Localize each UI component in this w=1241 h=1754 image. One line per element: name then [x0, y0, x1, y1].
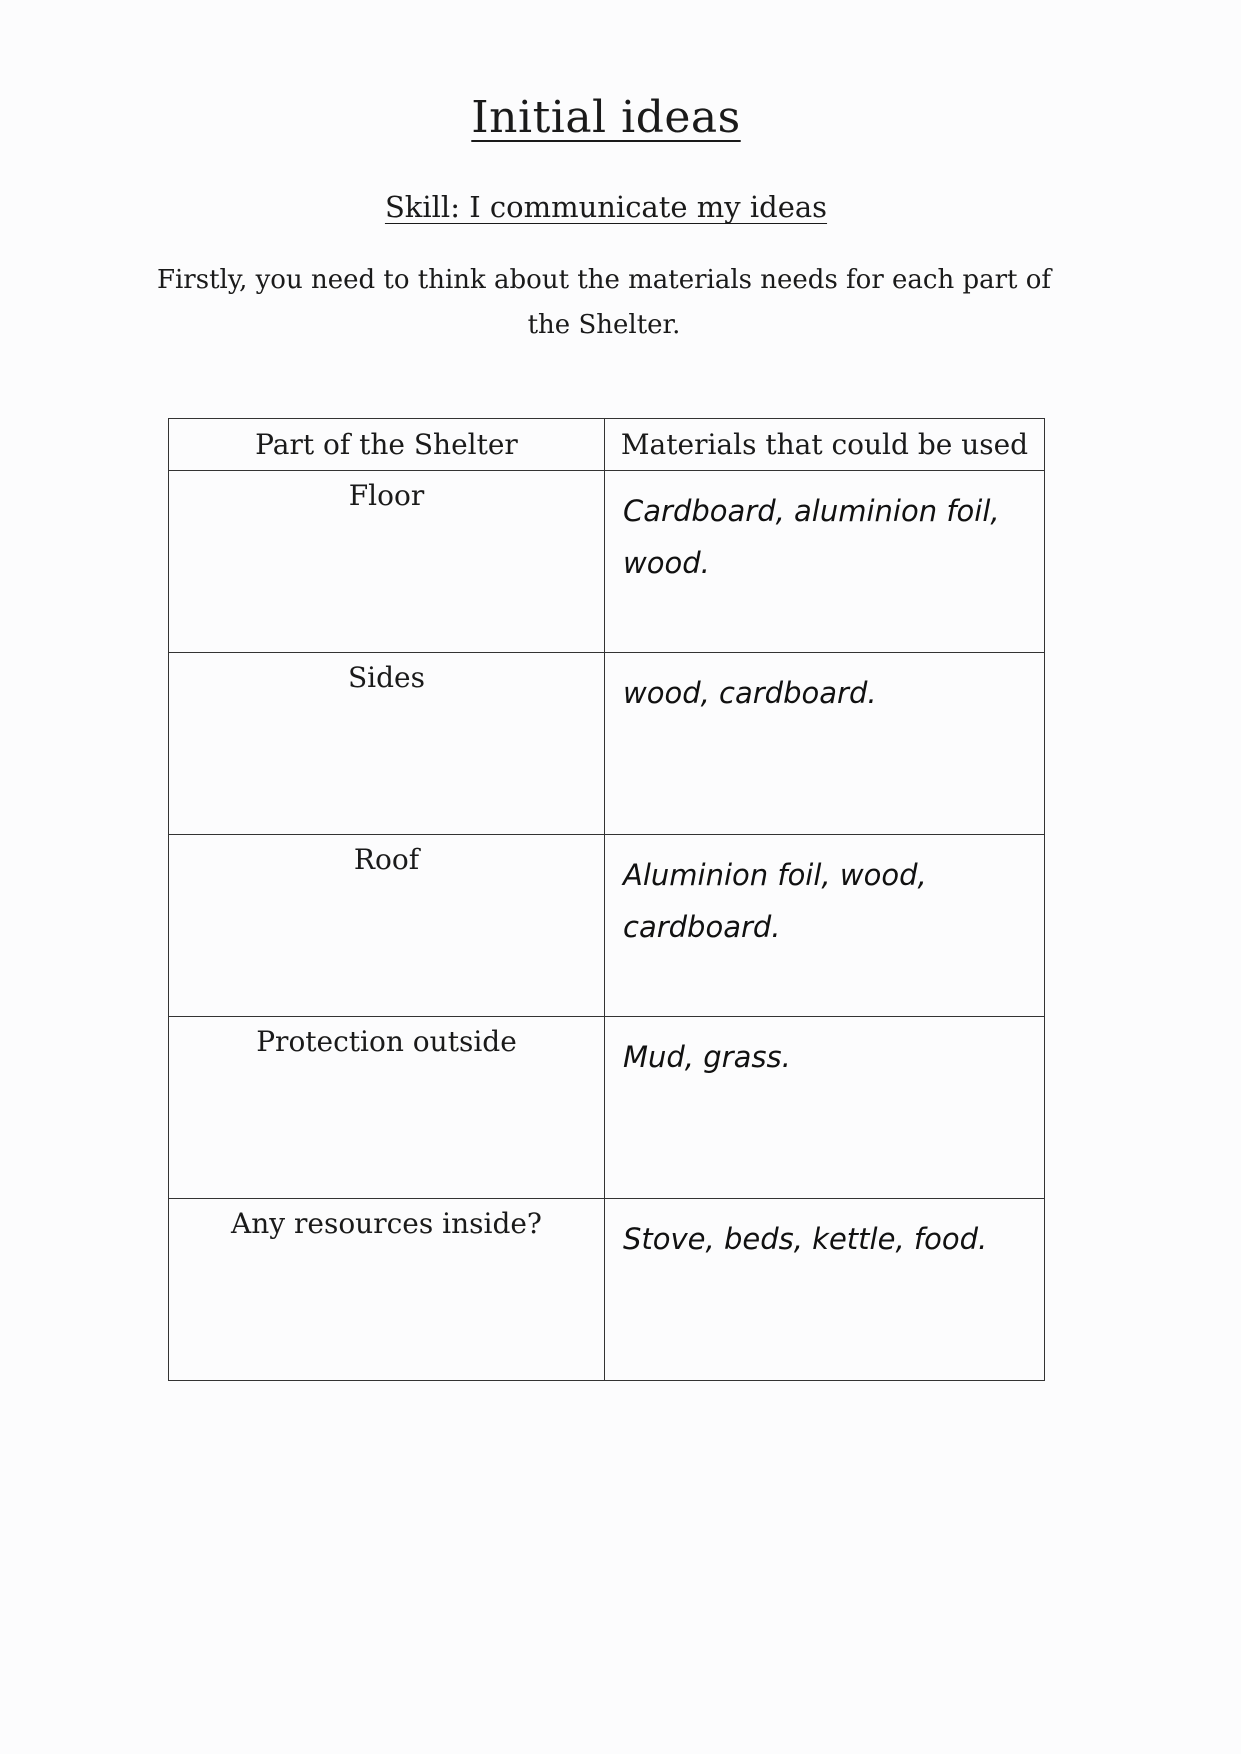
table-row	[169, 471, 1045, 653]
part-cell: Any resources inside?	[169, 1199, 605, 1381]
materials-cell: wood, cardboard.	[605, 653, 1045, 835]
header-materials: Materials that could be used	[605, 419, 1045, 471]
instructions-text: Firstly, you need to think about the materials needs for each part of the Shelter.	[156, 265, 1052, 340]
part-cell: Sides	[169, 653, 605, 835]
table-row	[169, 835, 1045, 1017]
table-row	[169, 1199, 1045, 1381]
part-cell: Floor	[169, 471, 605, 653]
materials-cell: Cardboard, aluminion foil, wood.	[605, 471, 1045, 653]
materials-cell: Stove, beds, kettle, food.	[605, 1199, 1045, 1381]
page-title: Initial ideas	[471, 92, 741, 143]
part-cell: Protection outside	[169, 1017, 605, 1199]
table-row	[169, 653, 1045, 835]
materials-cell: Mud, grass.	[605, 1017, 1045, 1199]
header-part-of-shelter: Part of the Shelter	[169, 419, 605, 471]
shelter-materials-table	[168, 418, 1045, 1381]
table-header-row	[169, 419, 1045, 471]
skill-heading: Skill: I communicate my ideas	[384, 190, 828, 224]
table-row	[169, 1017, 1045, 1199]
part-cell: Roof	[169, 835, 605, 1017]
materials-cell: Aluminion foil, wood, cardboard.	[605, 835, 1045, 1017]
